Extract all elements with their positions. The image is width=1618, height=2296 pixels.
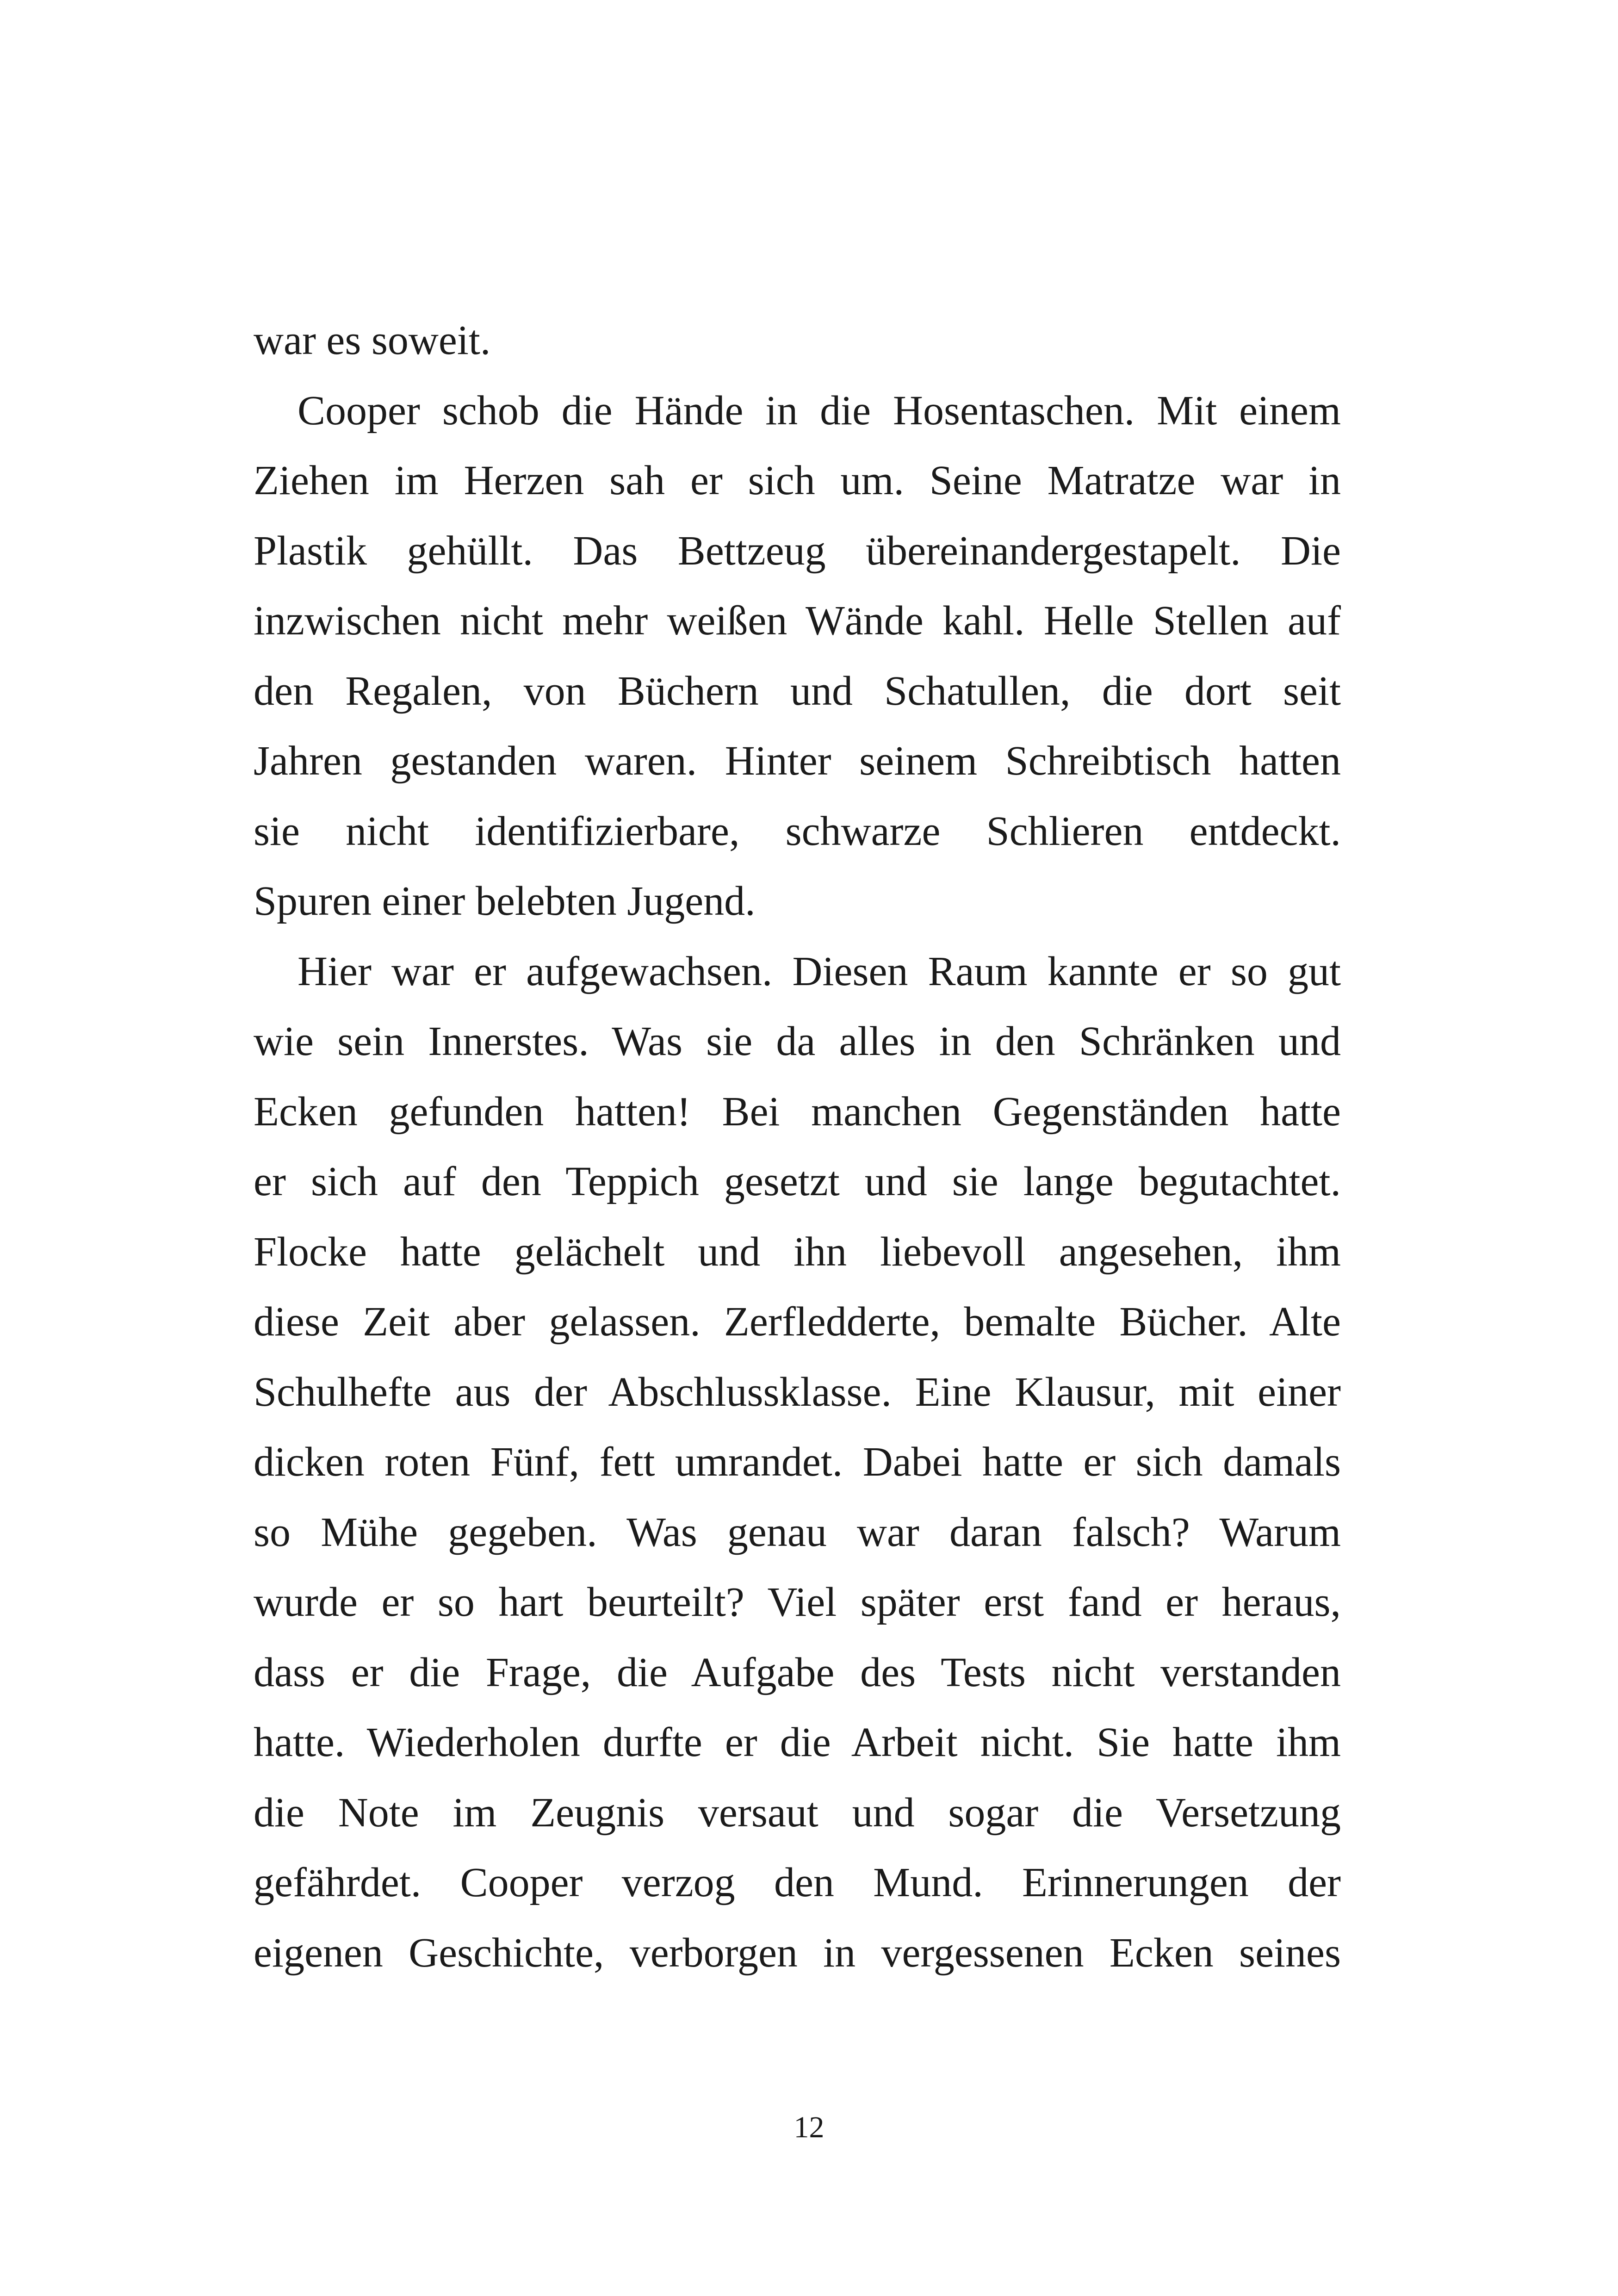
paragraph xyxy=(254,305,1341,376)
paragraph xyxy=(254,937,1341,1988)
text-line: Plastik gehüllt. Das Bettzeug übereinandergestapelt. Die xyxy=(254,527,1341,574)
text-line: eigenen Geschichte, verborgen in vergessenen Ecken seines xyxy=(254,1930,1341,1976)
text-line: er sich auf den Teppich gesetzt und sie lange begutachtet. xyxy=(254,1159,1341,1204)
text-line: Jahren gestanden waren. Hinter seinem Schreibtisch hatten xyxy=(254,738,1341,784)
text-line: so Mühe gegeben. Was genau war daran falsch? Warum xyxy=(254,1509,1341,1555)
text-line: den Regalen, von Büchern und Schatullen, die dort seit xyxy=(254,668,1341,714)
page-number: 12 xyxy=(794,2110,824,2144)
text-line: Schulhefte aus der Abschlussklasse. Eine Klausur, mit einer xyxy=(254,1369,1341,1415)
text-line: Hier war er aufgewachsen. Diesen Raum kannte er so gut xyxy=(298,948,1341,994)
text-line: Cooper schob die Hände in die Hosentaschen. Mit einem xyxy=(298,387,1341,434)
paragraph xyxy=(254,376,1341,937)
text-line: Flocke hatte gelächelt und ihn liebevoll angesehen, ihm xyxy=(254,1229,1341,1275)
text-line: wie sein Innerstes. Was sie da alles in den Schränken und xyxy=(254,1018,1341,1064)
text-line: wurde er so hart beurteilt? Viel später erst fand er heraus, xyxy=(254,1579,1341,1625)
text-line: Ziehen im Herzen sah er sich um. Seine Matratze war in xyxy=(254,458,1341,503)
text-line: die Note im Zeugnis versaut und sogar die Versetzung xyxy=(254,1789,1341,1836)
text-line: Ecken gefunden hatten! Bei manchen Gegenständen hatte xyxy=(254,1088,1341,1135)
text-line: Spuren einer belebten Jugend. xyxy=(254,878,756,924)
text-line: dass er die Frage, die Aufgabe des Tests nicht verstanden xyxy=(254,1649,1341,1695)
text-line: gefährdet. Cooper verzog den Mund. Erinnerungen der xyxy=(254,1860,1341,1905)
text-line: dicken roten Fünf, fett umrandet. Dabei hatte er sich damals xyxy=(254,1439,1341,1485)
text-line: war es soweit. xyxy=(254,317,491,363)
text-line: diese Zeit aber gelassen. Zerfledderte, bemalte Bücher. Alte xyxy=(254,1299,1341,1345)
text-line: sie nicht identifizierbare, schwarze Schlieren entdeckt. xyxy=(254,808,1341,854)
text-line: inzwischen nicht mehr weißen Wände kahl. Helle Stellen auf xyxy=(254,598,1341,644)
text-line: hatte. Wiederholen durfte er die Arbeit nicht. Sie hatte ihm xyxy=(254,1719,1341,1765)
body-text xyxy=(254,305,1341,1988)
